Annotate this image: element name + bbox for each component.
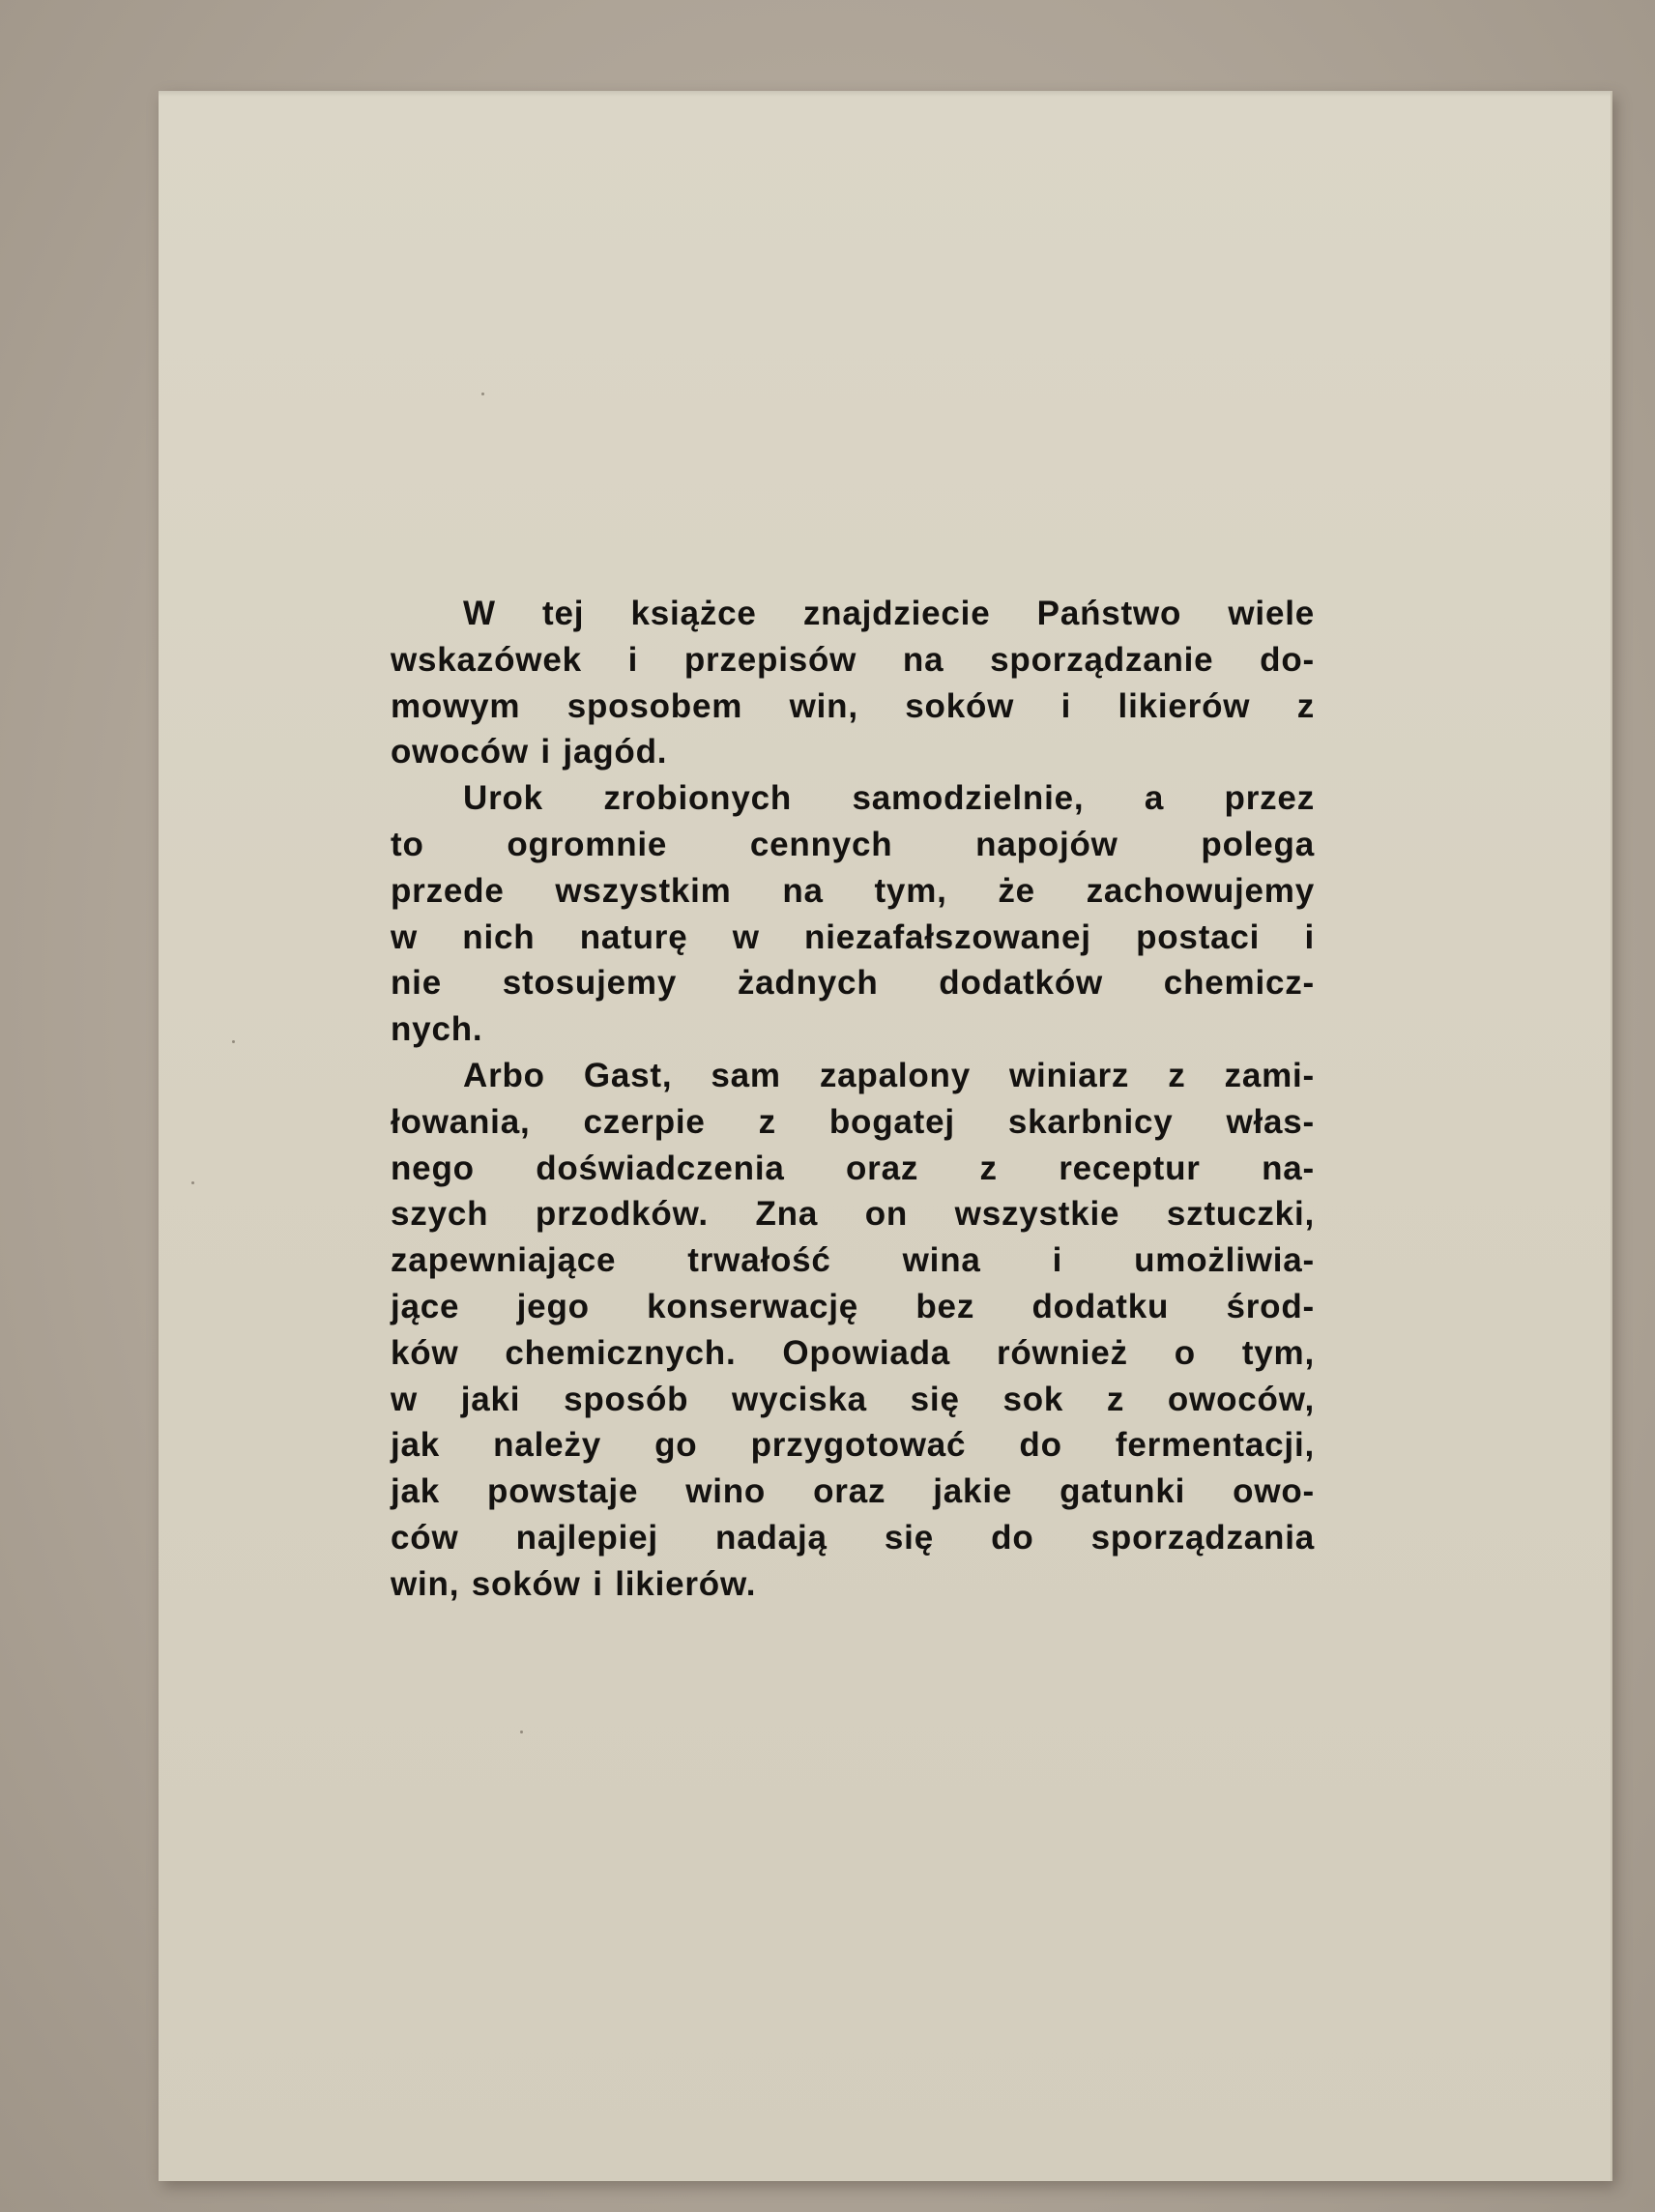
- blurb-line: ków chemicznych. Opowiada również o tym,: [391, 1333, 1315, 1372]
- blurb-line: owoców i jagód.: [391, 733, 668, 771]
- cover-top-shadow: [159, 91, 1611, 97]
- paper-speck: [481, 393, 484, 395]
- blurb-line: jące jego konserwację bez dodatku środ-: [391, 1287, 1315, 1325]
- blurb-line: jak powstaje wino oraz jakie gatunki owo-: [391, 1472, 1315, 1511]
- back-cover-blurb: [391, 591, 1315, 1608]
- blurb-paragraph-1: [391, 591, 1315, 775]
- paper-speck: [191, 1181, 194, 1184]
- blurb-line: to ogromnie cennych napojów polega: [391, 825, 1315, 863]
- blurb-line: wskazówek i przepisów na sporządzanie do-: [391, 640, 1315, 679]
- blurb-line: nie stosujemy żadnych dodatków chemicz-: [391, 964, 1315, 1003]
- blurb-line: mowym sposobem win, soków i likierów z: [391, 686, 1315, 725]
- paper-speck: [232, 1040, 235, 1043]
- blurb-line: win, soków i likierów.: [391, 1564, 757, 1603]
- blurb-line: W tej książce znajdziecie Państwo wiele: [463, 595, 1315, 632]
- blurb-line: szych przodków. Zna on wszystkie sztuczki,: [391, 1195, 1315, 1234]
- paper-speck: [520, 1731, 523, 1733]
- blurb-line: w nich naturę w niezafałszowanej postaci i: [391, 917, 1315, 956]
- blurb-line: ców najlepiej nadają się do sporządzania: [391, 1518, 1315, 1557]
- blurb-line: łowania, czerpie z bogatej skarbnicy włas-: [391, 1102, 1315, 1141]
- book-back-cover: [159, 91, 1612, 2181]
- blurb-line: Urok zrobionych samodzielnie, a przez: [463, 779, 1315, 818]
- blurb-line: nych.: [391, 1010, 483, 1049]
- blurb-line: przede wszystkim na tym, że zachowujemy: [391, 871, 1315, 910]
- blurb-line: zapewniające trwałość wina i umożliwia-: [391, 1241, 1315, 1280]
- blurb-line: Arbo Gast, sam zapalony winiarz z zami-: [463, 1056, 1315, 1094]
- blurb-line: w jaki sposób wyciska się sok z owoców,: [391, 1380, 1315, 1418]
- blurb-line: nego doświadczenia oraz z receptur na-: [391, 1149, 1315, 1187]
- blurb-paragraph-2: [391, 775, 1315, 1053]
- blurb-line: jak należy go przygotować do fermentacji,: [391, 1426, 1315, 1465]
- blurb-paragraph-3: [391, 1053, 1315, 1608]
